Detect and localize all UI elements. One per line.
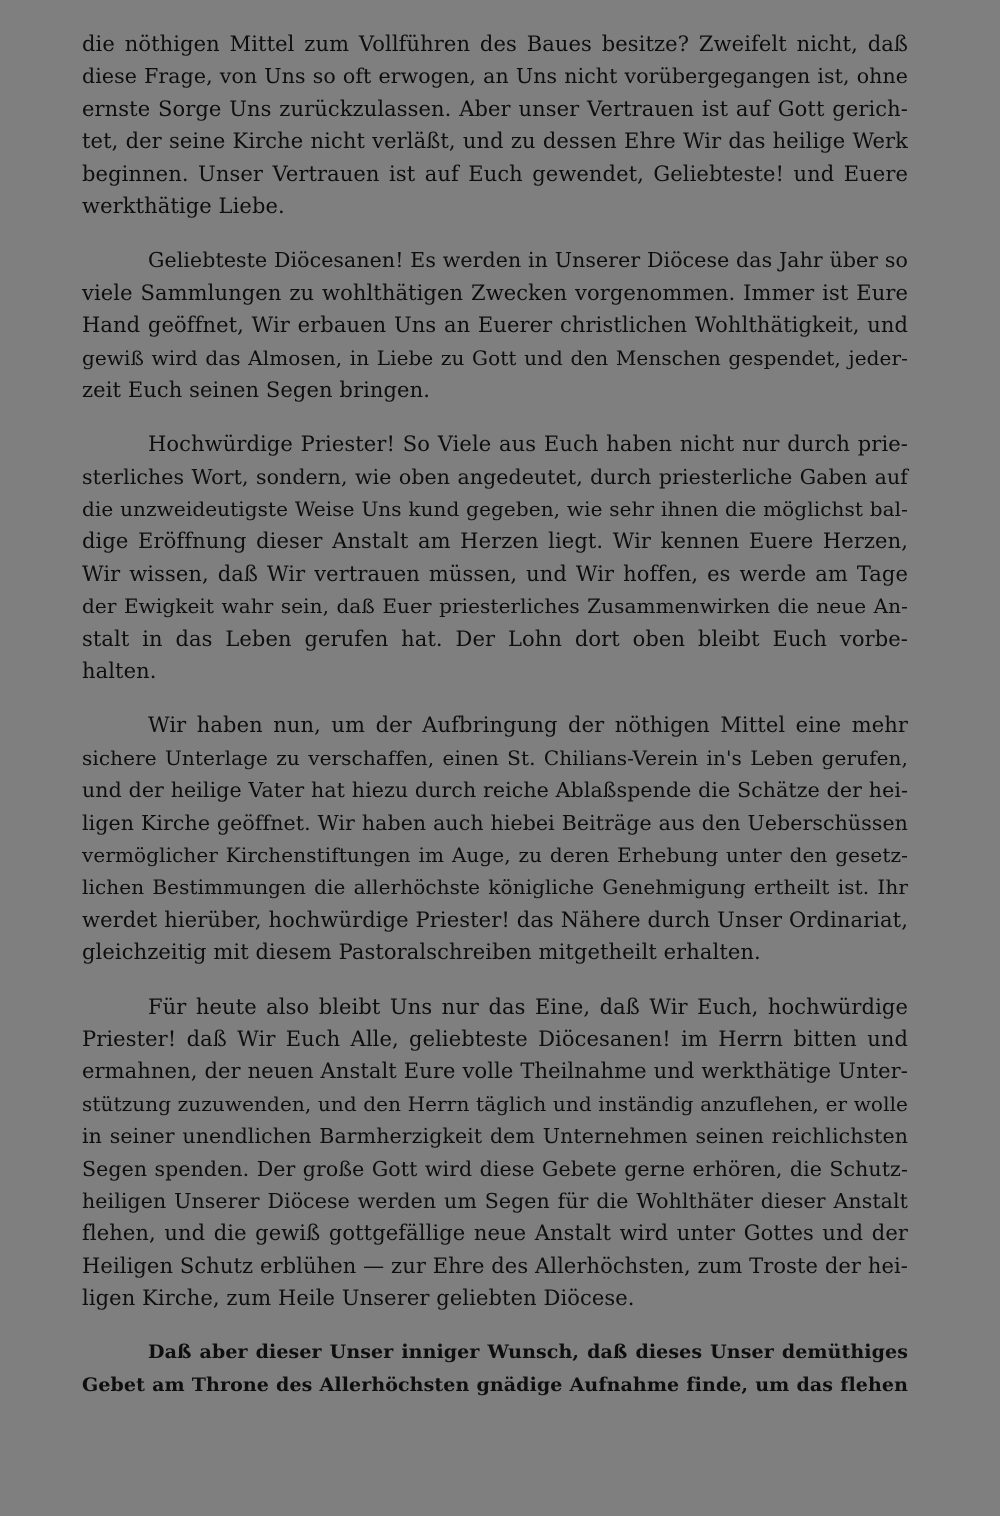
text-line: werkthätige Liebe. [82, 193, 285, 218]
text-line: heiligen Unserer Diöcese werden um Segen für die Wohlthäter dieser Anstalt [82, 1188, 908, 1213]
text-line: Gebet am Throne des Allerhöchsten gnädige Aufnahme finde, um das flehen [82, 1373, 908, 1396]
text-line: sterliches Wort, sondern, wie oben angedeutet, durch priesterliche Gaben auf [82, 464, 908, 489]
paragraph-2 [82, 244, 908, 406]
text-line: Segen spenden. Der große Gott wird diese Gebete gerne erhören, die Schutz- [82, 1156, 908, 1181]
text-line: halten. [82, 659, 157, 684]
text-line: flehen, und die gewiß gottgefällige neue Anstalt wird unter Gottes und der [82, 1221, 908, 1246]
paragraph-5 [82, 991, 908, 1315]
text-line: dige Eröffnung dieser Anstalt am Herzen liegt. Wir kennen Euere Herzen, [82, 529, 908, 554]
text-line: tet, der seine Kirche nicht verläßt, und zu dessen Ehre Wir das heilige Werk [82, 129, 908, 154]
text-line: stalt in das Leben gerufen hat. Der Lohn dort oben bleibt Euch vorbe- [82, 626, 908, 651]
text-line: in seiner unendlichen Barmherzigkeit dem Unternehmen seinen reichlichsten [82, 1124, 908, 1149]
paragraph-1 [82, 28, 908, 222]
text-line: lichen Bestimmungen die allerhöchste königliche Genehmigung ertheilt ist. Ihr [82, 875, 908, 900]
text-line: ermahnen, der neuen Anstalt Eure volle Theilnahme und werkthätige Unter- [82, 1059, 908, 1084]
text-line: gleichzeitig mit diesem Pastoralschreiben mitgetheilt erhalten. [82, 940, 761, 965]
text-line: sichere Unterlage zu verschaffen, einen St. Chilians-Verein in's Leben gerufen, [82, 745, 908, 770]
text-line: diese Frage, von Uns so oft erwogen, an Uns nicht vorübergegangen ist, ohne [82, 64, 908, 89]
text-line: vermöglicher Kirchenstiftungen im Auge, zu deren Erhebung unter den gesetz- [82, 842, 908, 867]
text-line: Für heute also bleibt Uns nur das Eine, daß Wir Euch, hochwürdige [148, 994, 908, 1019]
text-line: und der heilige Vater hat hiezu durch reiche Ablaßspende die Schätze der hei- [82, 778, 908, 803]
text-line: die unzweideutigste Weise Uns kund gegeben, wie sehr ihnen die möglichst bal- [82, 497, 908, 522]
text-line: stützung zuzuwenden, und den Herrn täglich und inständig anzuflehen, er wolle [82, 1091, 908, 1116]
text-line: Daß aber dieser Unser inniger Wunsch, daß dieses Unser demüthiges [148, 1341, 908, 1364]
text-line: ligen Kirche, zum Heile Unserer geliebten Diöcese. [82, 1286, 635, 1311]
text-line: ligen Kirche geöffnet. Wir haben auch hiebei Beiträge aus den Ueberschüssen [82, 810, 908, 835]
text-line: der Ewigkeit wahr sein, daß Euer priesterliches Zusammenwirken die neue An- [82, 594, 908, 619]
text-line: beginnen. Unser Vertrauen ist auf Euch gewendet, Geliebteste! und Euere [82, 161, 908, 186]
text-line: Hand geöffnet, Wir erbauen Uns an Euerer christlichen Wohlthätigkeit, und [82, 313, 908, 338]
text-line: Hochwürdige Priester! So Viele aus Euch haben nicht nur durch prie- [148, 432, 908, 457]
text-line: Heiligen Schutz erblühen — zur Ehre des Allerhöchsten, zum Troste der hei- [82, 1253, 908, 1278]
text-line: ernste Sorge Uns zurückzulassen. Aber unser Vertrauen ist auf Gott gerich- [82, 96, 908, 121]
text-line: Wir wissen, daß Wir vertrauen müssen, und Wir hoffen, es werde am Tage [82, 561, 908, 586]
text-line: werdet hierüber, hochwürdige Priester! das Nähere durch Unser Ordinariat, [82, 907, 908, 932]
text-line: Priester! daß Wir Euch Alle, geliebteste Diöcesanen! im Herrn bitten und [82, 1026, 908, 1051]
paragraph-3 [82, 428, 908, 687]
text-line: Wir haben nun, um der Aufbringung der nöthigen Mittel eine mehr [148, 713, 908, 738]
paragraph-4 [82, 709, 908, 968]
text-line: viele Sammlungen zu wohlthätigen Zwecken vorgenommen. Immer ist Eure [82, 280, 908, 305]
text-line: die nöthigen Mittel zum Vollführen des Baues besitze? Zweifelt nicht, daß [82, 32, 908, 56]
text-line: gewiß wird das Almosen, in Liebe zu Gott und den Menschen gespendet, jeder- [82, 345, 908, 370]
paragraph-6 [82, 1336, 908, 1401]
text-line: zeit Euch seinen Segen bringen. [82, 377, 430, 402]
text-line: Geliebteste Diöcesanen! Es werden in Unserer Diöcese das Jahr über so [148, 248, 908, 273]
